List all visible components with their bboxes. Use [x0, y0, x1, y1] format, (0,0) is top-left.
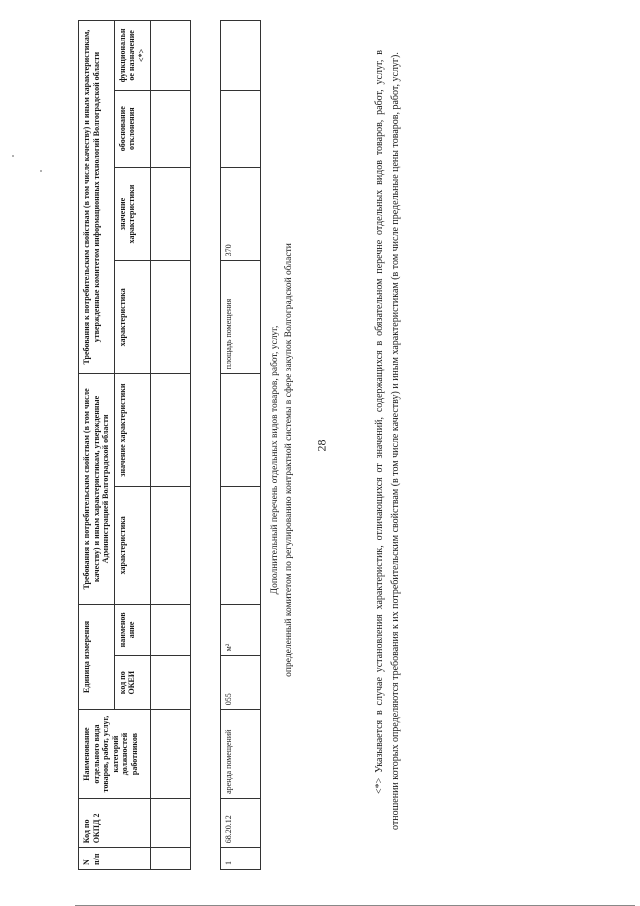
header-req-admin: Требования к потребительским свойствам (в том числе качеству) и иным характеристикам, утвержденные Администрацией Волгоградской области [79, 374, 115, 604]
header-unit: Единица измерения [79, 604, 115, 710]
cell-justification [150, 90, 190, 167]
caption-line-2: определенный комитетом по регулированию контрактной системы в сфере закупок Волгоградской области [284, 243, 294, 677]
cell-functional [220, 21, 260, 91]
cell-num [150, 848, 190, 870]
header-comm-char: характеристика [114, 261, 150, 374]
header-admin-value: значение характеристики [114, 374, 150, 487]
cell-char [150, 261, 190, 374]
header-comm-value: значение характеристики [114, 167, 150, 261]
header-okpd: Код по ОКПД 2 [79, 798, 151, 847]
cell-unit [150, 604, 190, 656]
rotated-page-content [20, 20, 640, 900]
header-comm-functional: функциональн ое назначение <*> [114, 21, 150, 91]
cell-okpd: 68.20.12 [220, 798, 260, 847]
header-req-committee: Требования к потребительским свойствам (в том числе качеству) и иным характеристикам, утвержденные комитетом информационных технологий Волгоградской области [79, 21, 115, 374]
requirements-table [78, 20, 261, 870]
table-row [150, 21, 190, 870]
cell-char: площадь помещения [220, 261, 260, 374]
header-unit-name: наименов ание [114, 604, 150, 656]
footnote: <*> Указывается в случае установления характеристик, отличающихся от значений, содержащихся в обязательном перечне отдельных видов товаров, работ, услуг, в отношении которых определяются требования к их потребительским свойствам (в том числе качеству) и иным характеристикам (в том числе предельные цены товаров, работ, услуг). [374, 50, 401, 830]
header-num: N п/п [79, 848, 151, 870]
cell-okei [150, 656, 190, 710]
header-comm-justification: обоснование отклонения [114, 90, 150, 167]
cell-admin-value [150, 374, 190, 487]
cell-name [150, 710, 190, 799]
caption-line-1: Дополнительный перечень отдельных видов товаров, работ, услуг, [270, 325, 280, 595]
header-name: Наименование отдельного вида товаров, работ, услуг, категорий должностей работников [79, 710, 151, 799]
cell-admin-value [220, 374, 260, 487]
cell-functional [150, 21, 190, 91]
table-row [220, 21, 260, 870]
scan-speck [40, 170, 42, 172]
cell-justification [220, 90, 260, 167]
header-unit-okei: код по ОКЕИ [114, 656, 150, 710]
cell-unit: м² [220, 604, 260, 656]
cell-value: 370 [220, 167, 260, 261]
cell-okei: 055 [220, 656, 260, 710]
cell-value [150, 167, 190, 261]
cell-admin-char [150, 487, 190, 605]
scan-speck [12, 155, 14, 157]
page-number: 28 [314, 439, 329, 452]
header-row-top [79, 21, 115, 870]
cell-okpd [150, 798, 190, 847]
cell-name: аренда помещений [220, 710, 260, 799]
cell-admin-char [220, 487, 260, 605]
cell-num: 1 [220, 848, 260, 870]
table-separator [190, 21, 220, 870]
header-admin-char: характеристика [114, 487, 150, 605]
